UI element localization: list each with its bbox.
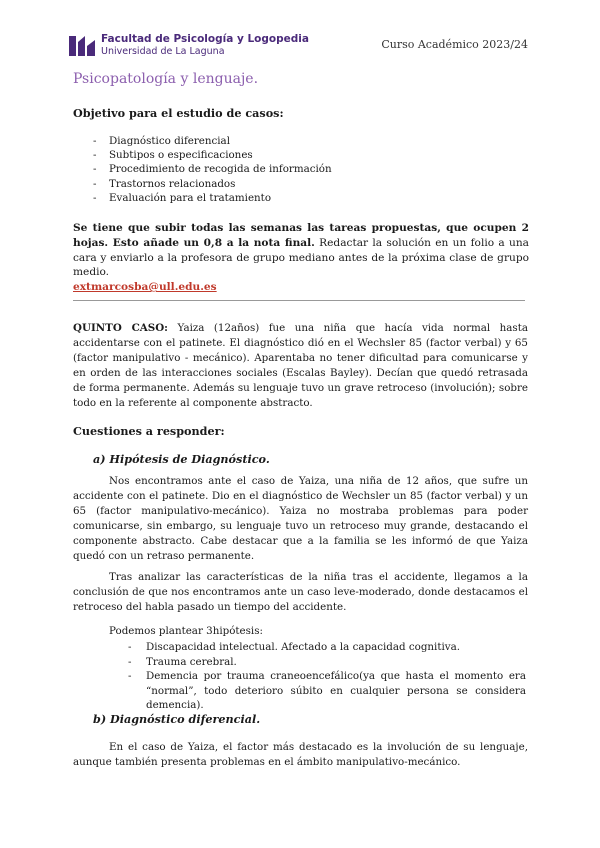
case-label: QUINTO CASO:: [73, 322, 168, 334]
hypotheses-intro: Podemos plantear 3hipótesis:: [109, 625, 263, 637]
course-year: Curso Académico 2023/24: [381, 38, 528, 51]
hypothesis-item: - Discapacidad intelectual. Afectado a la capacidad cognitiva.: [128, 640, 526, 655]
university-name: Universidad de La Laguna: [101, 46, 225, 57]
objective-item: - Evaluación para el tratamiento: [93, 191, 332, 205]
case-text: Yaiza (12años) fue una niña que hacía vida normal hasta accidentarse con el patinete. El diagnóstico dió en el Wechsler 85 (factor verbal) y 65 (factor manipulativo - mecánico). Aparentaba no tener dificultad para comunicarse y en orden de las interacciones sociales (Escalas Bayley). Decían que quedó retrasada de forma permanente. Además su lenguaje tuvo un grave retroceso (involución); sobre todo en la referente al componente abstracto.: [73, 322, 528, 409]
hypothesis-item: - Demencia por trauma craneoencefálico(ya que hasta el momento era “normal”, todo deterioro súbito en cualquier persona se considera demencia).: [128, 669, 526, 713]
section-b-paragraph-1: En el caso de Yaiza, el factor más destacado es la involución de su lenguaje, aunque también presenta problemas en el ámbito manipulativo-mecánico.: [73, 741, 528, 768]
contact-email-link[interactable]: extmarcosba@ull.edu.es: [73, 281, 217, 294]
section-a-paragraph-2: Tras analizar las características de la niña tras el accidente, llegamos a la conclusión de que nos encontramos ante un caso leve-moderado, donde destacamos el retroceso del habla pasado un tiempo del accidente.: [73, 571, 528, 613]
section-a-heading: a) Hipótesis de Diagnóstico.: [93, 452, 270, 466]
objective-item: - Subtipos o especificaciones: [93, 148, 332, 162]
case-description: [73, 321, 528, 410]
hypothesis-item: - Trauma cerebral.: [128, 655, 526, 670]
notice-text: Redactar la solución en un folio a una cara y enviarlo a la profesora de grupo mediano antes de la próxima clase de grupo medio.: [73, 236, 529, 279]
section-b-heading: b) Diagnóstico diferencial.: [93, 712, 261, 726]
section-a-paragraph-1: Nos encontramos ante el caso de Yaiza, una niña de 12 años, que sufre un accidente con el patinete. Dio en el diagnóstico de Wechsler un 85 (factor verbal) y un 65 (factor manipulativo-mecánico). Yaiza no mostraba problemas para poder comunicarse, sin embargo, su lenguaje tuvo un retroceso muy grande, destacando el componente abstracto. Cabe destacar que a la familia se les informó de que Yaiza quedó con un retraso permanente.: [73, 475, 528, 562]
objective-heading: Objetivo para el estudio de casos:: [73, 106, 284, 120]
hypotheses-list: [128, 640, 526, 713]
objective-item: - Trastornos relacionados: [93, 177, 332, 191]
objective-item: - Procedimiento de recogida de información: [93, 162, 332, 176]
objective-list: [93, 134, 332, 205]
faculty-name: Facultad de Psicología y Logopedia: [101, 33, 309, 45]
questions-heading: Cuestiones a responder:: [73, 424, 225, 438]
separator-line: [73, 300, 525, 301]
notice-bold: Se tiene que subir todas las semanas las tareas propuestas, que ocupen 2 hojas. Esto añade un 0,8 a la nota final.: [73, 222, 529, 249]
faculty-logo-text: [101, 33, 309, 58]
submission-notice: [73, 221, 529, 295]
objective-item: - Diagnóstico diferencial: [93, 134, 332, 148]
faculty-logo-icon: [69, 34, 95, 56]
document-title: Psicopatología y lenguaje.: [73, 71, 259, 87]
